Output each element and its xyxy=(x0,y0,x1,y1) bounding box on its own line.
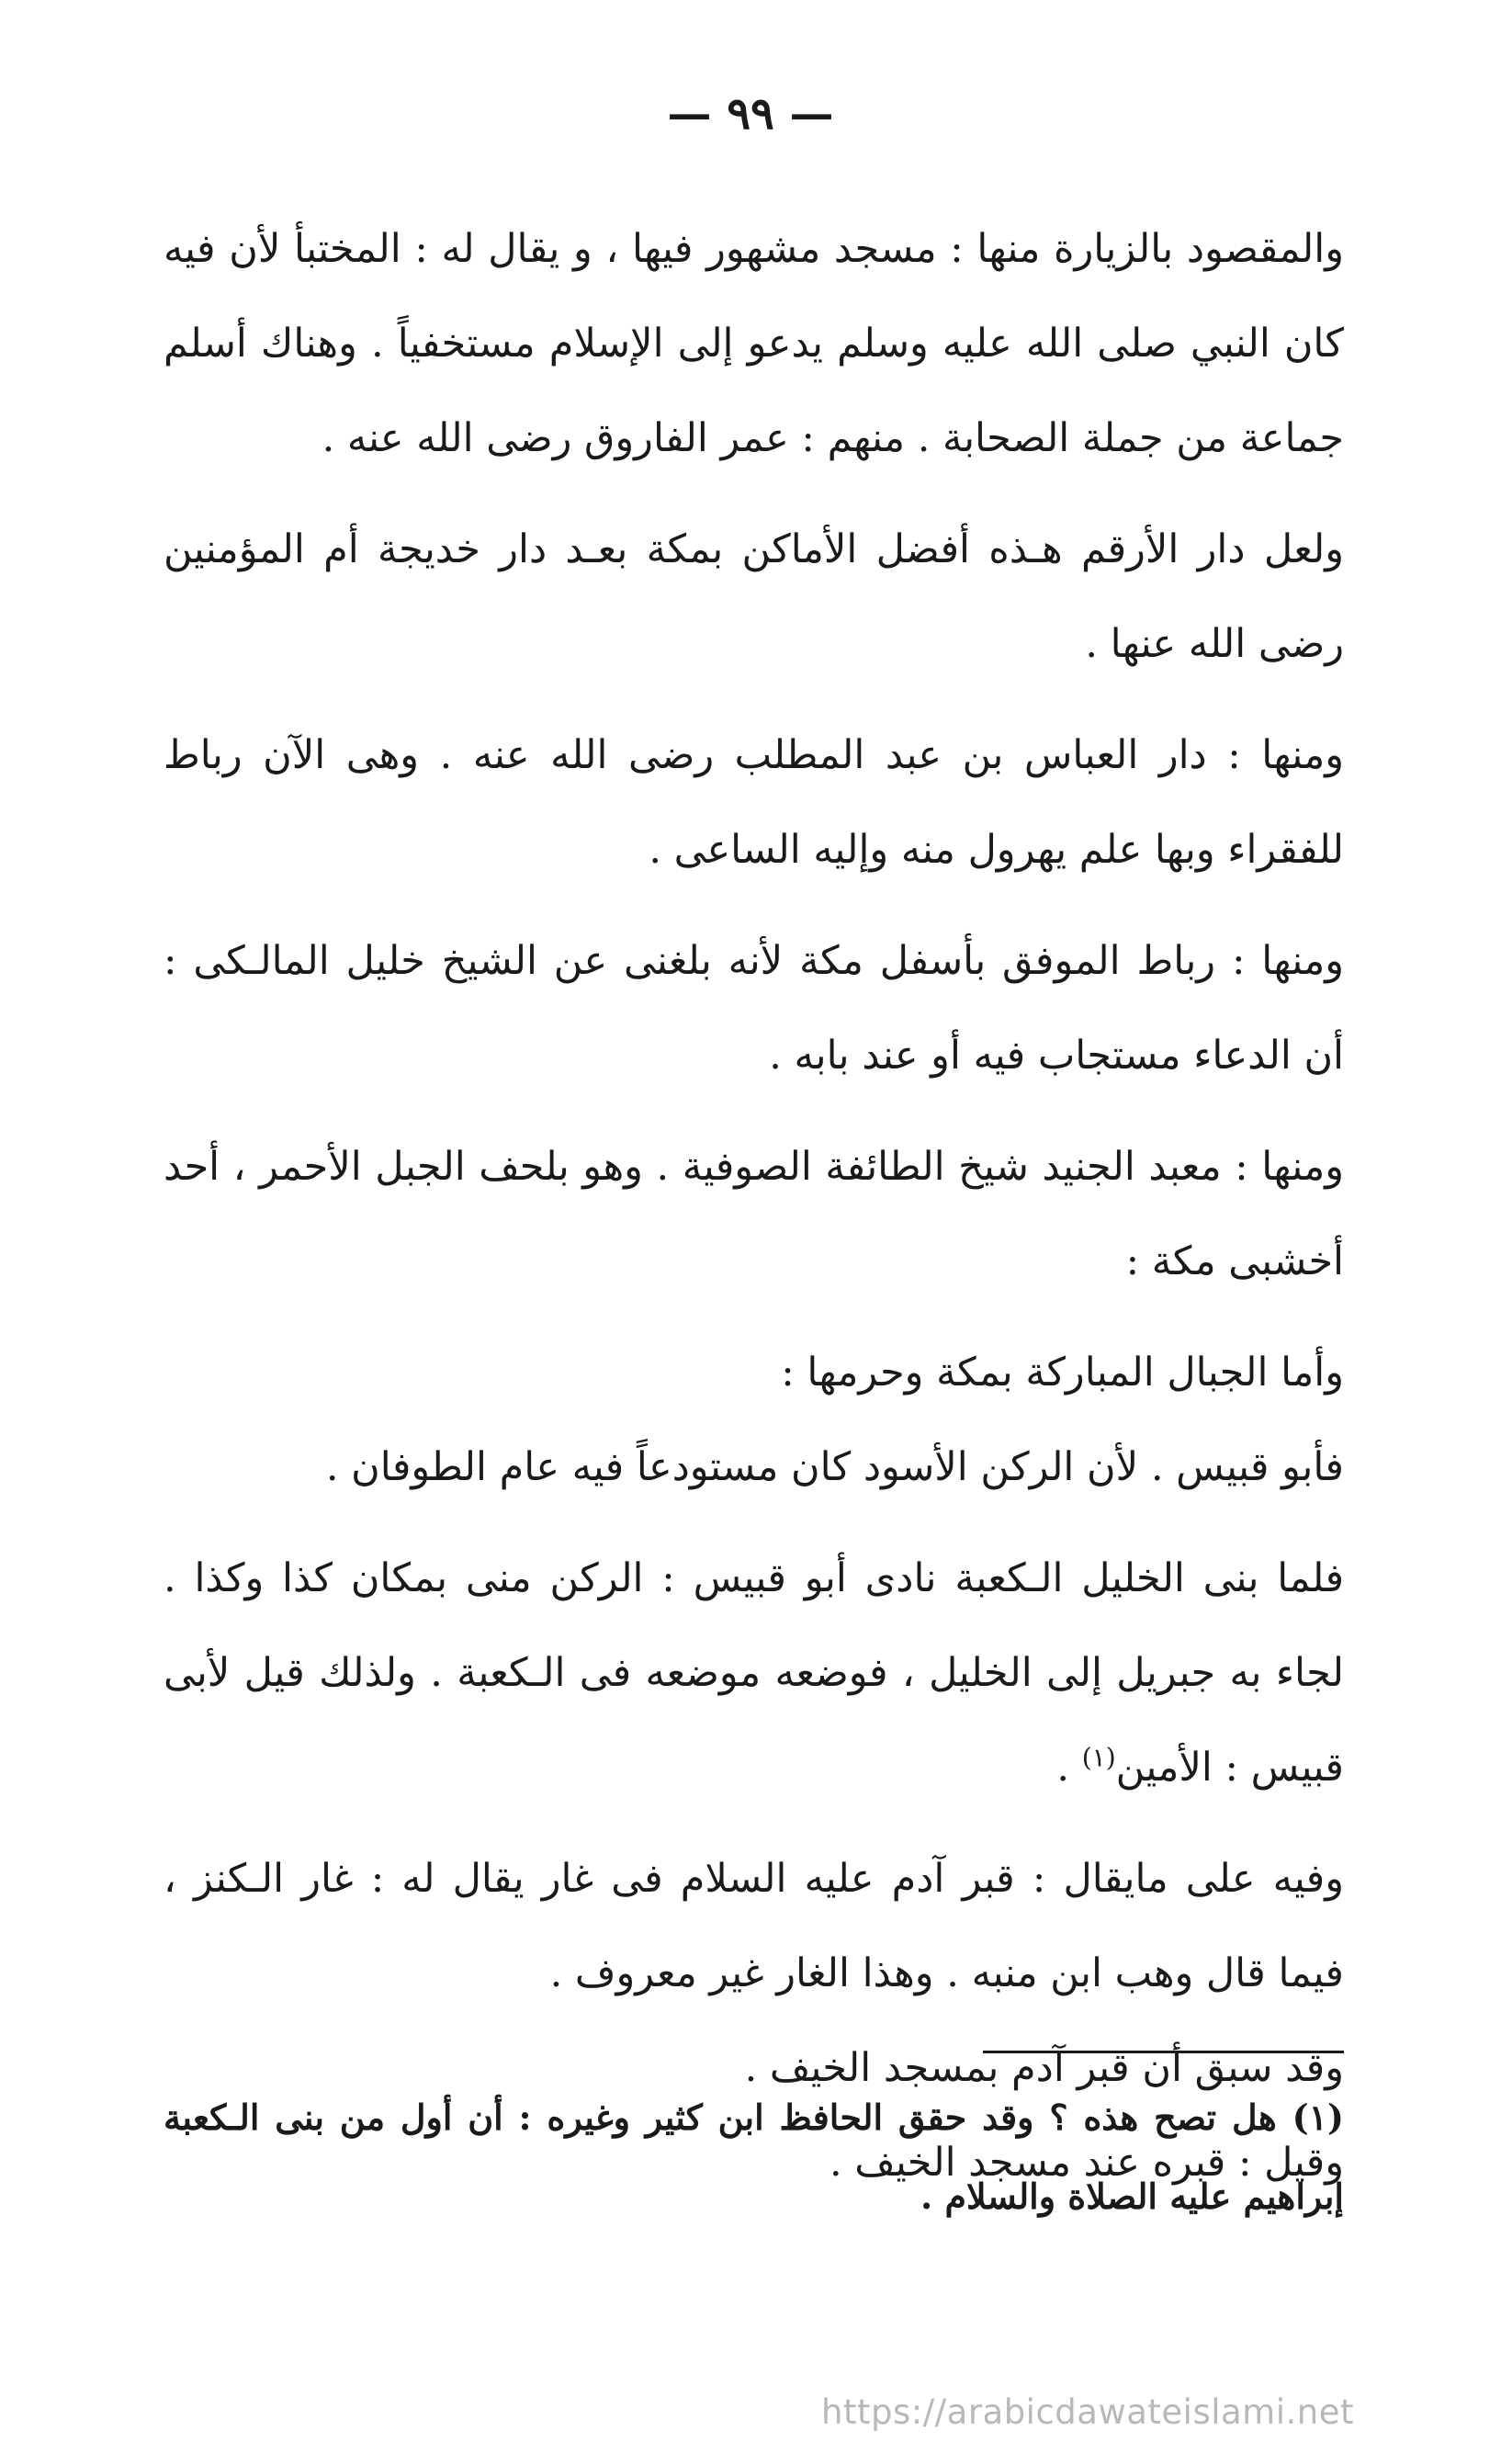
paragraph-dar-al-abbas: ومنها : دار العباس بن عبد المطلب رضى الله عنه . وهى الآن رباط للفقراء وبها علم يهرول منه وإليه الساعى . xyxy=(164,732,1344,873)
paragraph-abu-qubays: فأبو قبيس . لأن الركن الأسود كان مستودعاً فيه عام الطوفان . xyxy=(325,1444,1344,1490)
paragraph-black-stone-end: . xyxy=(1056,1745,1082,1791)
paragraph-cave-of-treasure: وفيه على مايقال : قبر آدم عليه السلام فى غار يقال له : غار الـكنز ، فيما قال وهب ابن منبه . وهذا الغار غير معروف . xyxy=(164,1856,1344,1996)
paragraph-mabad-al-junayd: ومنها : معبد الجنيد شيخ الطائفة الصوفية . وهو بلحف الجبل الأحمر ، أحد أخشبى مكة : xyxy=(164,1144,1344,1284)
paragraph-black-stone xyxy=(164,1532,1344,1815)
page-number: — ٩٩ — xyxy=(667,88,834,140)
paragraph-grave-khayf-1: وقد سبق أن قبر آدم بمسجد الخيف . xyxy=(744,2045,1344,2091)
paragraph-grave-khayf-2: وقيل : قبره عند مسجد الخيف . xyxy=(829,2140,1344,2186)
watermark-url: https://arabicdawateislami.net xyxy=(821,2392,1354,2432)
paragraph-blessed-mountains: وأما الجبال المباركة بمكة وحرمها : xyxy=(781,1350,1344,1396)
footnote-divider xyxy=(983,2051,1344,2053)
paragraph-black-stone-text: فلما بنى الخليل الـكعبة نادى أبو قبيس : الركن منى بمكان كذا وكذا . لجاء به جبريل إلى الخليل ، فوضعه موضعه فى الـكعبة . ولذلك قيل لأبى قبيس : الأمين xyxy=(164,1555,1344,1791)
footnote: (١) هل تصح هذه ؟ وقد حقق الحافظ ابن كثير وغيره : أن أول من بنى الـكعبة إبراهيم عليه الصلاة والسلام . xyxy=(164,2097,1344,2217)
footnote-reference[interactable]: (١) xyxy=(1081,1742,1116,1773)
main-text xyxy=(164,202,1344,2210)
paragraph-ribat-al-muwaffaq: ومنها : رباط الموفق بأسفل مكة لأنه بلغنى عن الشيخ خليل المالـكى : أن الدعاء مستجاب فيه أو عند بابه . xyxy=(164,938,1344,1079)
paragraph-dar-al-arqam: ولعل دار الأرقم هـذه أفضل الأماكن بمكة بعـد دار خديجة أم المؤمنين رضى الله عنها . xyxy=(164,526,1344,667)
paragraph-masjid-mukhtaba: والمقصود بالزيارة منها : مسجد مشهور فيها ، و يقال له : المختبأ لأن فيه كان النبي صلى الله عليه وسلم يدعو إلى الإسلام مستخفياً . وهناك أسلم جماعة من جملة الصحابة . منهم : عمر الفاروق رضى الله عنه . xyxy=(164,226,1344,461)
